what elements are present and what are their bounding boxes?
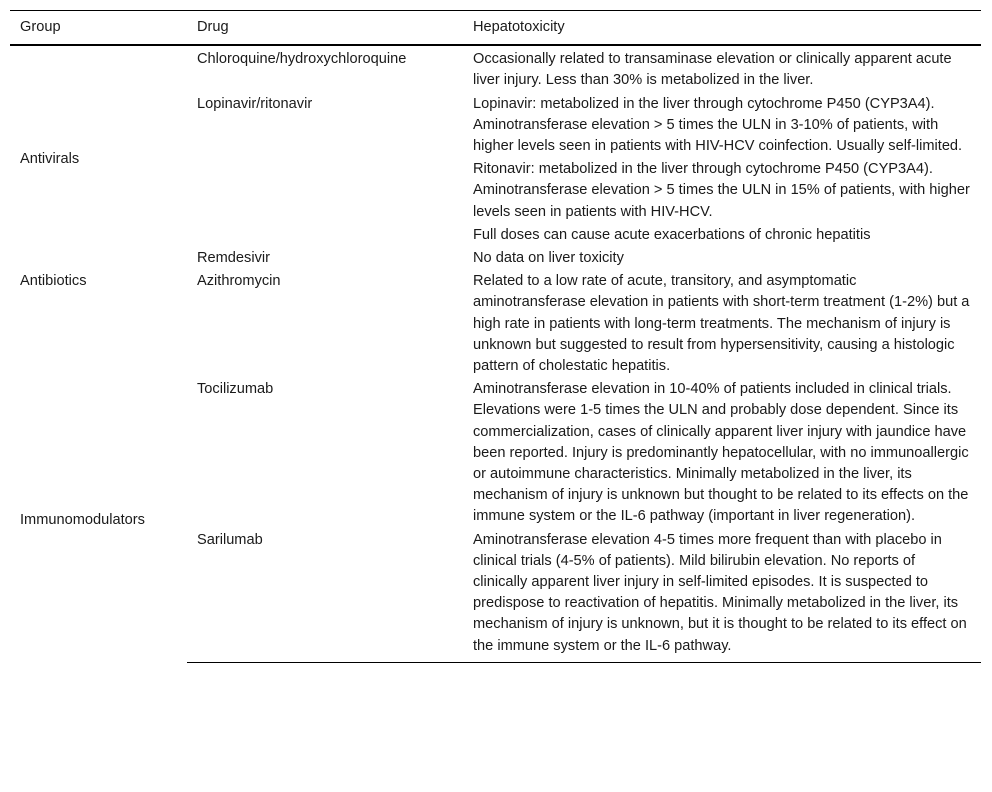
table-row <box>10 378 981 528</box>
column-header-drug: Drug <box>187 11 463 46</box>
hepatotoxicity-cell: Occasionally related to transaminase elevation or clinically apparent acute liver injury. Less than 30% is metabolized in the liver. <box>473 51 952 89</box>
hepatotoxicity-cell: Aminotransferase elevation in 10-40% of patients included in clinical trials. Elevations were 1-5 times the ULN and probably dose dependent. Since its commercialization, cases of clinically apparent liver injury with jaundice have been reported. Injury is predominantly hepatocellular, with no immunoallergic or autoimmune characteristics. Minimally metabolized in the liver, its mechanism of injury is unknown but thought to be related to its effects on the immune system or the IL-6 pathway (important in liver regeneration). <box>473 381 969 525</box>
table-header <box>10 11 981 46</box>
table-row <box>10 45 981 92</box>
hepatotoxicity-table <box>10 10 981 663</box>
drug-cell: Lopinavir/ritonavir <box>197 95 313 112</box>
hepatotoxicity-cell: Related to a low rate of acute, transitory, and asymptomatic aminotransferase elevation in patients with short-term treatment (1-2%) but a high rate in patients with long-term treatments. The mechanism of injury is unknown but suggested to result from hypersensitivity, causing a histologic pattern of cholestatic hepatitis. <box>473 273 970 375</box>
hepatotoxicity-cell: Ritonavir: metabolized in the liver through cytochrome P450 (CYP3A4). Aminotransferase elevation > 5 times the ULN in 15% of patients, with higher levels seen in patients with HIV-HCV. <box>473 161 970 220</box>
drug-cell <box>187 224 463 247</box>
table-row <box>10 270 981 378</box>
hepatotoxicity-cell: Lopinavir: metabolized in the liver through cytochrome P450 (CYP3A4). Aminotransferase elevation > 5 times the ULN in 3-10% of patients, with higher levels seen in patients with HIV-HCV coinfection. Usually self-limited. <box>473 95 963 155</box>
hepatotoxicity-cell: Full doses can cause acute exacerbations of chronic hepatitis <box>473 226 871 243</box>
table-body <box>10 45 981 662</box>
drug-cell: Tocilizumab <box>197 381 274 398</box>
group-cell-immunomodulators: Immunomodulators <box>20 511 145 528</box>
hepatotoxicity-cell: No data on liver toxicity <box>473 250 624 267</box>
drug-cell: Azithromycin <box>197 273 281 290</box>
header-row <box>10 11 981 46</box>
group-cell-antibiotics: Antibiotics <box>20 273 87 290</box>
drug-cell: Sarilumab <box>187 529 463 663</box>
drug-cell <box>187 158 463 224</box>
drug-cell: Chloroquine/hydroxychloroquine <box>197 51 407 68</box>
column-header-group: Group <box>10 11 187 46</box>
hepatotoxicity-table-container <box>10 10 981 663</box>
column-header-hepatotoxicity: Hepatotoxicity <box>463 11 981 46</box>
hepatotoxicity-cell: Aminotransferase elevation 4-5 times more frequent than with placebo in clinical trials (4-5% of patients). Mild bilirubin elevation. No reports of clinically apparent liver injury in self-limited episodes. It is suspected to predispose to reactivation of hepatitis. Minimally metabolized in the liver, its mechanism of injury is unknown, but it is thought to be related to its effect on the immune system or the IL-6 pathway. <box>463 529 981 663</box>
drug-cell: Remdesivir <box>197 250 270 267</box>
group-cell-antivirals: Antivirals <box>20 150 80 167</box>
